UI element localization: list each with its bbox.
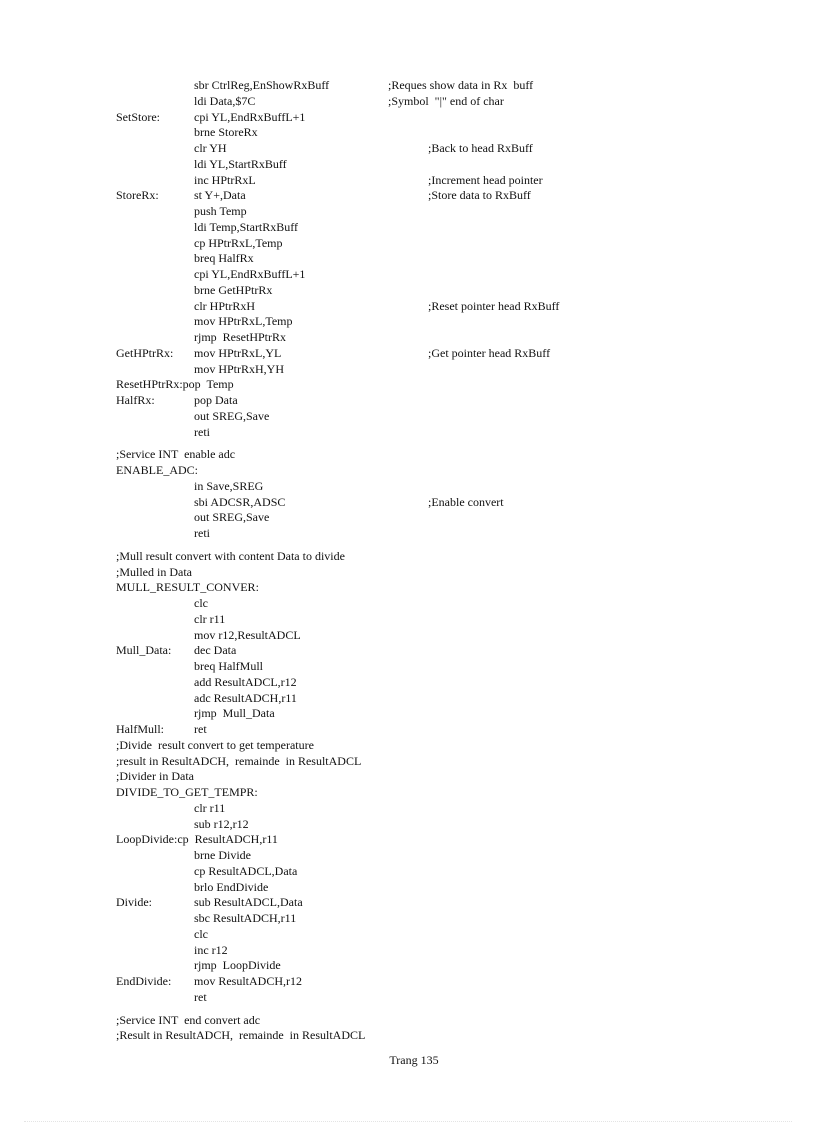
code-line xyxy=(116,832,776,848)
code-line xyxy=(116,549,776,565)
code-comment: ;Increment head pointer xyxy=(428,172,543,187)
code-label: StoreRx: xyxy=(116,188,159,203)
line-text: ;result in ResultADCH, remainde in ResultADCL xyxy=(116,753,362,768)
code-instruction: clr r11 xyxy=(194,800,226,815)
code-label: HalfMull: xyxy=(116,722,164,736)
code-instruction: sub r12,r12 xyxy=(194,816,249,831)
code-instruction: brne GetHPtrRx xyxy=(194,282,273,297)
code-line xyxy=(116,643,776,659)
code-label: SetStore: xyxy=(116,109,160,124)
line-text: ;Divider in Data xyxy=(116,769,194,784)
code-instruction: ret xyxy=(194,722,207,736)
code-instruction: breq HalfMull xyxy=(194,659,263,673)
code-line xyxy=(116,251,776,267)
code-line xyxy=(116,409,776,425)
code-line xyxy=(116,1028,776,1044)
code-instruction: inc r12 xyxy=(194,942,228,957)
line-text: ;Service INT enable adc xyxy=(116,447,236,462)
code-instruction: cpi YL,EndRxBuffL+1 xyxy=(194,267,306,281)
code-line xyxy=(116,173,776,189)
code-line xyxy=(116,895,776,911)
code-line xyxy=(116,393,776,409)
code-instruction: ldi YL,StartRxBuff xyxy=(194,156,287,171)
code-instruction: brlo EndDivide xyxy=(194,879,269,894)
code-line xyxy=(116,125,776,141)
code-instruction: clr r11 xyxy=(194,611,226,626)
code-line xyxy=(116,188,776,204)
code-line xyxy=(116,596,776,612)
code-line xyxy=(116,94,776,110)
code-line xyxy=(116,612,776,628)
code-line xyxy=(116,267,776,283)
code-line xyxy=(116,580,776,596)
code-line xyxy=(116,447,776,463)
line-text: ;Result in ResultADCH, remainde in ResultADCL xyxy=(116,1028,366,1043)
code-line xyxy=(116,943,776,959)
code-line xyxy=(116,78,776,94)
code-instruction: brne StoreRx xyxy=(194,125,258,140)
code-instruction: rjmp Mull_Data xyxy=(194,706,275,721)
code-line xyxy=(116,565,776,581)
code-comment: ;Symbol "|" end of char xyxy=(388,93,504,108)
code-line xyxy=(116,675,776,691)
code-line xyxy=(116,526,776,542)
code-line xyxy=(116,722,776,738)
code-instruction: out SREG,Save xyxy=(194,510,270,525)
code-instruction: mov r12,ResultADCL xyxy=(194,627,301,642)
code-line xyxy=(116,801,776,817)
code-line xyxy=(116,141,776,157)
code-instruction: sbc ResultADCH,r11 xyxy=(194,911,297,925)
code-line xyxy=(116,157,776,173)
assembly-listing xyxy=(116,78,776,1044)
code-line xyxy=(116,880,776,896)
code-instruction: pop Data xyxy=(194,393,238,407)
code-instruction: clr YH xyxy=(194,141,227,155)
code-instruction: reti xyxy=(194,424,210,439)
code-instruction: push Temp xyxy=(194,204,247,218)
code-instruction: out SREG,Save xyxy=(194,408,270,423)
line-text: ;Mulled in Data xyxy=(116,564,192,579)
code-line xyxy=(116,706,776,722)
code-comment: ;Back to head RxBuff xyxy=(428,141,533,155)
code-instruction: cp HPtrRxL,Temp xyxy=(194,235,283,250)
code-line xyxy=(116,377,776,393)
code-instruction: mov HPtrRxH,YH xyxy=(194,361,285,376)
code-instruction: sbr CtrlReg,EnShowRxBuff xyxy=(194,78,330,92)
code-line xyxy=(116,362,776,378)
line-text: ;Divide result convert to get temperature xyxy=(116,737,314,752)
code-line xyxy=(116,220,776,236)
code-line xyxy=(116,769,776,785)
code-label: Mull_Data: xyxy=(116,643,172,658)
code-instruction: brne Divide xyxy=(194,848,251,862)
code-instruction: st Y+,Data xyxy=(194,188,246,203)
code-line xyxy=(116,479,776,495)
code-line xyxy=(116,510,776,526)
code-instruction: sbi ADCSR,ADSC xyxy=(194,494,286,509)
code-line xyxy=(116,659,776,675)
code-line xyxy=(116,864,776,880)
code-instruction: clc xyxy=(194,926,208,941)
line-text: DIVIDE_TO_GET_TEMPR: xyxy=(116,785,258,799)
code-instruction: reti xyxy=(194,526,210,540)
code-instruction: ldi Temp,StartRxBuff xyxy=(194,219,299,234)
code-instruction: sub ResultADCL,Data xyxy=(194,895,303,910)
code-line xyxy=(116,691,776,707)
code-line xyxy=(116,990,776,1006)
code-line xyxy=(116,958,776,974)
page-number: Trang 135 xyxy=(389,1053,439,1067)
code-comment: ;Reset pointer head RxBuff xyxy=(428,298,560,313)
code-instruction: rjmp ResetHPtrRx xyxy=(194,330,286,344)
code-instruction: dec Data xyxy=(194,643,237,658)
code-instruction: adc ResultADCH,r11 xyxy=(194,690,297,705)
code-instruction: in Save,SREG xyxy=(194,478,264,493)
code-comment: ;Get pointer head RxBuff xyxy=(428,345,551,360)
line-text: LoopDivide:cp ResultADCH,r11 xyxy=(116,832,278,847)
code-line xyxy=(116,330,776,346)
code-comment: ;Enable convert xyxy=(428,494,504,509)
code-label: HalfRx: xyxy=(116,393,155,407)
code-line xyxy=(116,236,776,252)
code-instruction: mov HPtrRxL,YL xyxy=(194,345,282,360)
line-text: MULL_RESULT_CONVER: xyxy=(116,580,259,595)
code-line xyxy=(116,974,776,990)
code-line xyxy=(116,425,776,441)
code-instruction: mov ResultADCH,r12 xyxy=(194,974,302,988)
code-line xyxy=(116,204,776,220)
code-line xyxy=(116,911,776,927)
code-instruction: mov HPtrRxL,Temp xyxy=(194,314,293,329)
code-line xyxy=(116,754,776,770)
code-line xyxy=(116,628,776,644)
code-line xyxy=(116,346,776,362)
code-comment: ;Store data to RxBuff xyxy=(428,188,531,203)
code-line xyxy=(116,299,776,315)
code-line xyxy=(116,1013,776,1029)
line-text: ;Service INT end convert adc xyxy=(116,1012,261,1027)
code-instruction: clr HPtrRxH xyxy=(194,298,255,313)
code-label: GetHPtrRx: xyxy=(116,345,174,360)
code-instruction: ldi Data,$7C xyxy=(194,93,256,108)
code-label: EndDivide: xyxy=(116,974,172,988)
code-instruction: breq HalfRx xyxy=(194,251,254,266)
code-line xyxy=(116,110,776,126)
code-instruction: inc HPtrRxL xyxy=(194,172,256,187)
code-instruction: add ResultADCL,r12 xyxy=(194,674,297,689)
code-line xyxy=(116,495,776,511)
page-bottom-rule xyxy=(24,1121,792,1122)
line-text: ;Mull result convert with content Data to divide xyxy=(116,548,345,563)
code-line xyxy=(116,314,776,330)
code-instruction: ret xyxy=(194,989,207,1004)
code-line xyxy=(116,283,776,299)
code-instruction: cpi YL,EndRxBuffL+1 xyxy=(194,109,306,124)
code-line xyxy=(116,738,776,754)
code-line xyxy=(116,785,776,801)
code-line xyxy=(116,463,776,479)
code-label: Divide: xyxy=(116,895,152,910)
code-comment: ;Reques show data in Rx buff xyxy=(388,78,534,92)
line-text: ENABLE_ADC: xyxy=(116,463,198,477)
code-instruction: cp ResultADCL,Data xyxy=(194,863,298,878)
code-instruction: clc xyxy=(194,596,208,610)
code-line xyxy=(116,817,776,833)
code-instruction: rjmp LoopDivide xyxy=(194,958,281,973)
code-line xyxy=(116,927,776,943)
line-text: ResetHPtrRx:pop Temp xyxy=(116,377,234,392)
code-line xyxy=(116,848,776,864)
